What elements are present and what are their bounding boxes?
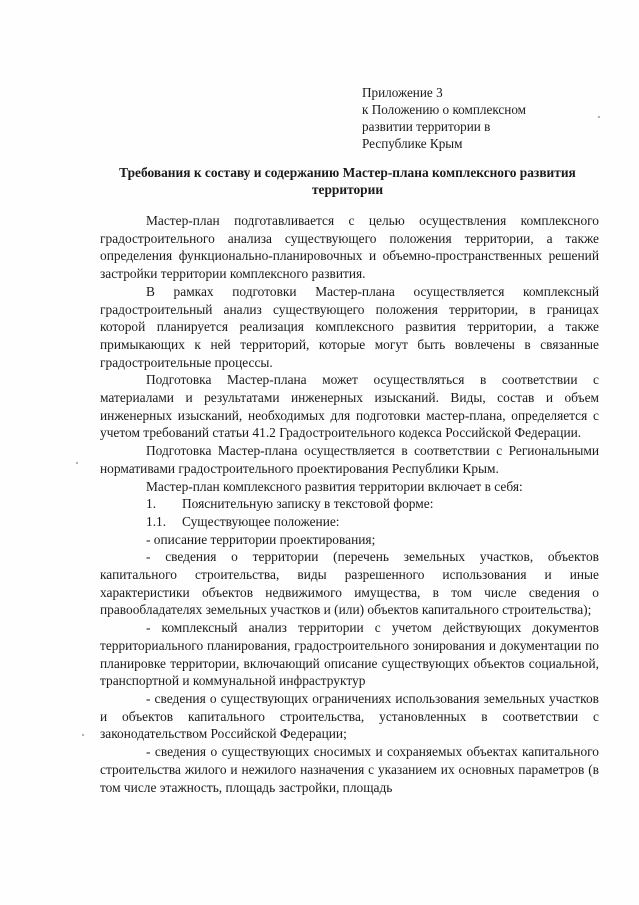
scan-speck: [82, 734, 84, 736]
title-line-2: территории: [311, 182, 384, 197]
bullet-territory-description: - описание территории проектирования;: [146, 531, 376, 547]
paragraph-surveys: Подготовка Мастер-плана может осуществляться в соответствии с материалами и результатами инженерных изысканий. Виды, состав и объем инженерных изысканий, необходимых для подготовки мастер-плана, определяется с учетом требований статьи 41.2 Градостроительного кодекса Российской Федерации.: [100, 372, 599, 441]
document-title: [90, 164, 605, 198]
bullet-complex-analysis: - комплексный анализ территории с учетом действующих документов территориального планирования, градостроительного зонирования и документации по планировке территории, включающий описание существующих объектов социальной, транспортной и коммунальной инфраструктур: [100, 620, 599, 689]
appendix-line-4: Республике Крым: [362, 136, 463, 151]
paragraph-purpose: Мастер-план подготавливается с целью осуществления комплексного градостроительного анализа существующего положения территории, а также определения функционально-планировочных и объемно-пространственных решений застройки территории комплексного развития.: [100, 213, 599, 282]
scan-speck: [598, 116, 600, 118]
title-line-1: Требования к составу и содержанию Мастер-плана комплексного развития: [119, 165, 576, 180]
appendix-line-2: к Положению о комплексном: [362, 102, 527, 117]
list-item-1-1-text: Существующее положение:: [182, 513, 340, 529]
bullet-territory-info: - сведения о территории (перечень земельных участков, объектов капитального строительства, виды разрешенного использования и иные характеристики объектов недвижимого имущества, в том числе сведения о правообладателях земельных участков и (или) объектов капитального строительства);: [100, 549, 599, 618]
appendix-line-3: развитии территории в: [362, 119, 491, 134]
scan-speck: [76, 462, 78, 464]
paragraph-standards: Подготовка Мастер-плана осуществляется в соответствии с Региональными нормативами градостроительного проектирования Республики Крым.: [100, 443, 599, 476]
list-item-1-1-number: 1.1.: [146, 513, 167, 529]
list-item-1: [100, 495, 599, 513]
appendix-reference: [362, 84, 602, 152]
list-item-1-1: [100, 513, 599, 531]
list-item-1-number: 1.: [146, 496, 157, 512]
appendix-line-1: Приложение 3: [362, 85, 443, 100]
list-item-1-text: Пояснительную записку в текстовой форме:: [182, 496, 434, 512]
paragraph-includes: Мастер-план комплексного развития территории включает в себя:: [146, 478, 523, 494]
document-body: [100, 212, 599, 796]
bullet-demolished-objects: - сведения о существующих сносимых и сохраняемых объектах капитального строительства жилого и нежилого назначения с указанием их основных параметров (в том числе этажность, площадь застройки, площадь: [100, 744, 599, 795]
paragraph-analysis: В рамках подготовки Мастер-плана осуществляется комплексный градостроительный анализ существующего положения территории, в границах которой планируется реализация комплексного развития территории, а также примыкающих к ней территорий, которые могут быть вовлечены в связанные градостроительные процессы.: [100, 283, 599, 370]
bullet-restrictions: - сведения о существующих ограничениях использования земельных участков и объектов капитального строительства, установленных в соответствии с законодательством Российской Федерации;: [100, 690, 599, 742]
